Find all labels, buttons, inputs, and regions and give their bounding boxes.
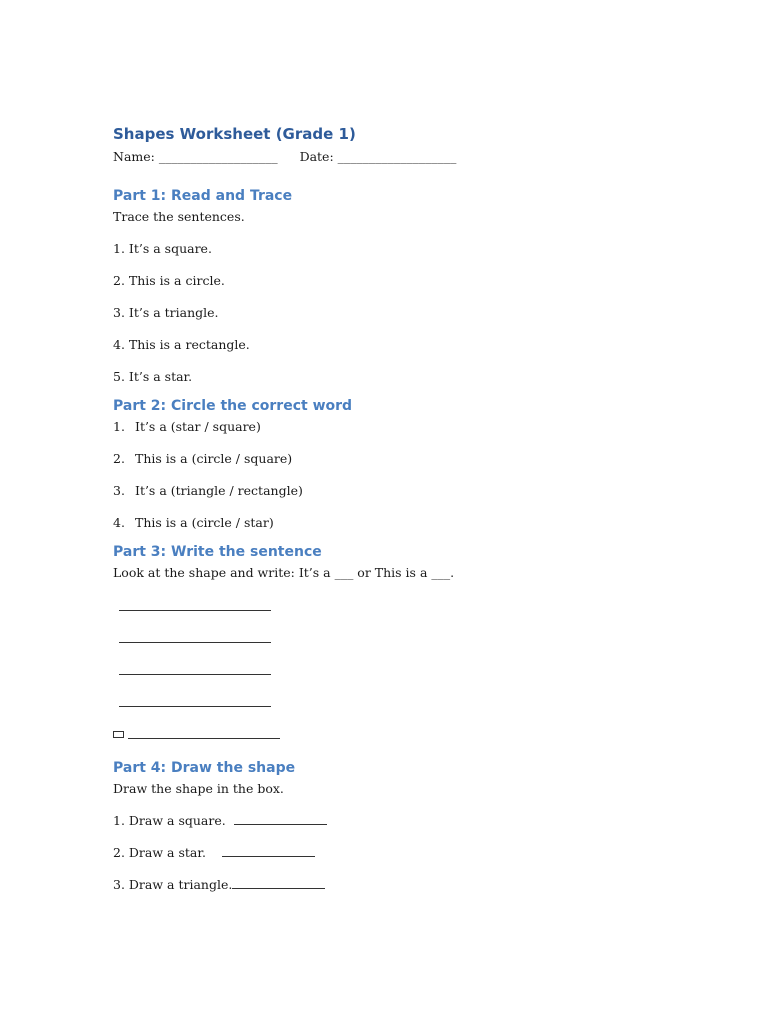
part4-section [113,756,673,894]
list-item: 1. It’s a square. [113,241,212,256]
part4-instruction: Draw the shape in the box. [113,781,284,796]
part3-instruction: Look at the shape and write: It’s a ___ or This is a ___. [113,565,455,580]
item-number: 1. [113,419,125,434]
write-line[interactable] [113,660,673,678]
item-number: 4. [113,515,125,530]
date-field[interactable]: Date: ___________________ [299,149,457,164]
part1-section [113,184,673,386]
part1-heading: Part 1: Read and Trace [113,188,293,204]
item-number: 3. [113,483,125,498]
answer-blank[interactable] [119,630,271,643]
list-item: 2. This is a circle. [113,273,225,288]
drawing-blank[interactable] [234,812,327,825]
list-item: 4. This is a rectangle. [113,337,250,352]
part1-list [113,240,673,386]
part3-heading: Part 3: Write the sentence [113,544,322,560]
answer-blank[interactable] [119,662,271,675]
part1-instruction: Trace the sentences. [113,209,245,224]
drawing-blank[interactable] [222,844,315,857]
item-text: This is a (circle / star) [135,515,274,530]
part2-heading: Part 2: Circle the correct word [113,398,353,414]
write-line[interactable] [113,692,673,710]
list-item: 3. It’s a triangle. [113,305,219,320]
list-item [113,482,673,500]
item-text: This is a (circle / square) [135,451,293,466]
drawing-blank[interactable] [232,876,325,889]
list-item [113,876,673,894]
write-line[interactable] [113,724,673,742]
page-title: Shapes Worksheet (Grade 1) [113,125,356,143]
item-text: It’s a (star / square) [135,419,261,434]
answer-blank[interactable] [128,726,280,739]
worksheet-page [113,120,673,902]
list-item [113,514,673,532]
item-text: 3. Draw a triangle. [113,877,233,892]
part2-list [113,418,673,532]
item-number: 2. [113,451,125,466]
list-item [113,812,673,830]
list-item [113,418,673,436]
part4-heading: Part 4: Draw the shape [113,760,296,776]
part2-section [113,394,673,532]
answer-blank[interactable] [119,694,271,707]
item-text: It’s a (triangle / rectangle) [135,483,303,498]
rectangle-icon [113,731,124,738]
answer-blank[interactable] [119,598,271,611]
list-item [113,844,673,862]
item-text: 1. Draw a square. [113,813,226,828]
part3-section [113,540,673,742]
name-date-row [113,148,673,166]
list-item: 5. It’s a star. [113,369,193,384]
name-field[interactable]: Name: ___________________ [113,149,278,164]
write-line[interactable] [113,628,673,646]
item-text: 2. Draw a star. [113,845,206,860]
list-item [113,450,673,468]
write-line[interactable] [113,596,673,614]
